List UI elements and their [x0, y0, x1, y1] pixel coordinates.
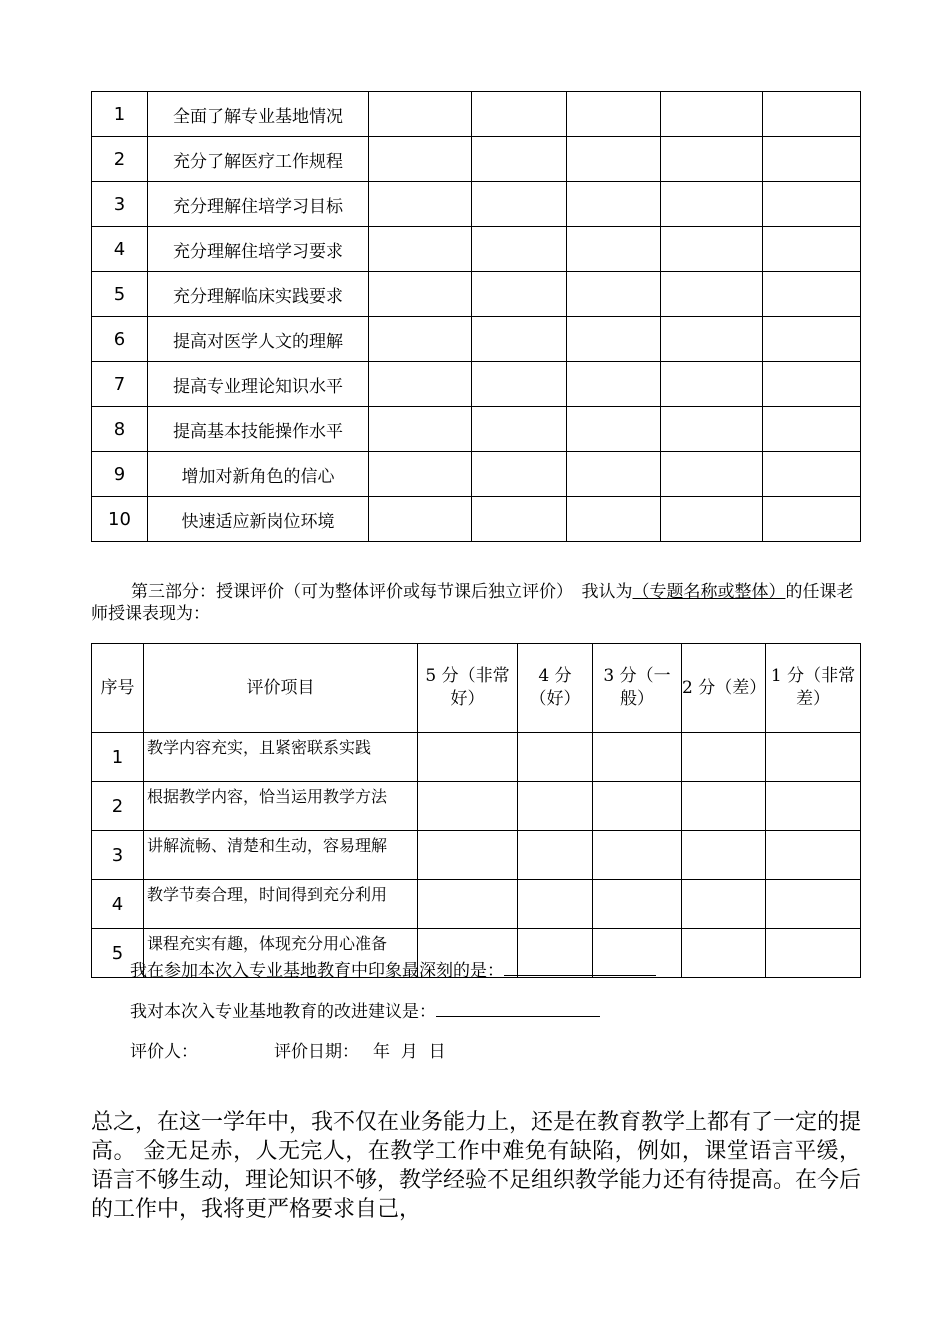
table-row — [92, 92, 861, 137]
evaluator-line — [130, 1041, 446, 1063]
rating-cell[interactable] — [472, 497, 567, 542]
rating-cell[interactable] — [369, 227, 472, 272]
row-number: 7 — [92, 362, 148, 407]
rating-cell[interactable] — [472, 227, 567, 272]
table-row — [92, 407, 861, 452]
impression-question — [130, 959, 656, 982]
table-row — [92, 317, 861, 362]
rating-cell[interactable] — [567, 407, 661, 452]
score-cell[interactable] — [518, 733, 593, 782]
rating-cell[interactable] — [661, 362, 763, 407]
rating-cell[interactable] — [567, 452, 661, 497]
row-item: 增加对新角色的信心 — [148, 452, 369, 497]
row-item: 提高对医学人文的理解 — [148, 317, 369, 362]
rating-cell[interactable] — [369, 92, 472, 137]
rating-cell[interactable] — [763, 362, 861, 407]
score-cell[interactable] — [766, 929, 861, 978]
rating-cell[interactable] — [763, 407, 861, 452]
rating-cell[interactable] — [567, 227, 661, 272]
rating-cell[interactable] — [763, 227, 861, 272]
rating-cell[interactable] — [661, 272, 763, 317]
rating-cell[interactable] — [567, 362, 661, 407]
score-cell[interactable] — [518, 880, 593, 929]
score-cell[interactable] — [418, 733, 518, 782]
rating-cell[interactable] — [472, 452, 567, 497]
rating-cell[interactable] — [472, 272, 567, 317]
rating-cell[interactable] — [567, 137, 661, 182]
rating-cell[interactable] — [567, 182, 661, 227]
row-number: 3 — [92, 182, 148, 227]
score-cell[interactable] — [418, 831, 518, 880]
rating-cell[interactable] — [369, 452, 472, 497]
table-row — [92, 497, 861, 542]
row-number: 10 — [92, 497, 148, 542]
topic-placeholder[interactable]: （专题名称或整体） — [632, 582, 786, 602]
table-row — [92, 733, 861, 782]
row-number: 9 — [92, 452, 148, 497]
row-item: 全面了解专业基地情况 — [148, 92, 369, 137]
score-cell[interactable] — [593, 831, 682, 880]
rating-cell[interactable] — [472, 92, 567, 137]
rating-cell[interactable] — [472, 317, 567, 362]
row-item: 根据教学内容，恰当运用教学方法 — [144, 782, 418, 831]
row-item: 教学节奏合理，时间得到充分利用 — [144, 880, 418, 929]
rating-cell[interactable] — [763, 137, 861, 182]
rating-cell[interactable] — [369, 182, 472, 227]
row-number: 4 — [92, 227, 148, 272]
table-row — [92, 362, 861, 407]
score-cell[interactable] — [682, 831, 766, 880]
teaching-evaluation-table — [91, 643, 861, 978]
rating-cell[interactable] — [763, 92, 861, 137]
score-cell[interactable] — [766, 880, 861, 929]
score-cell[interactable] — [766, 733, 861, 782]
row-item: 课程充实有趣，体现充分用心准备 — [144, 929, 418, 978]
table-row — [92, 782, 861, 831]
rating-cell[interactable] — [763, 272, 861, 317]
date-label: 评价日期： — [274, 1042, 359, 1062]
row-item: 充分了解医疗工作规程 — [148, 137, 369, 182]
row-number: 8 — [92, 407, 148, 452]
date-value: 年 月 日 — [373, 1042, 446, 1062]
suggestion-question — [130, 1000, 600, 1023]
row-number: 1 — [92, 92, 148, 137]
self-assessment-table — [91, 91, 861, 542]
rating-cell[interactable] — [763, 452, 861, 497]
score-cell[interactable] — [682, 782, 766, 831]
row-item: 讲解流畅、清楚和生动，容易理解 — [144, 831, 418, 880]
rating-cell[interactable] — [472, 362, 567, 407]
rating-cell[interactable] — [369, 407, 472, 452]
row-item: 提高基本技能操作水平 — [148, 407, 369, 452]
rating-cell[interactable] — [661, 407, 763, 452]
rating-cell[interactable] — [567, 92, 661, 137]
table-row — [92, 182, 861, 227]
rating-cell[interactable] — [763, 317, 861, 362]
row-number: 2 — [92, 137, 148, 182]
row-number: 5 — [92, 272, 148, 317]
rating-cell[interactable] — [472, 182, 567, 227]
rating-cell[interactable] — [567, 317, 661, 362]
part3-intro-text: 第三部分：授课评价（可为整体评价或每节课后独立评价） 我认为 — [131, 582, 633, 602]
score-cell[interactable] — [682, 880, 766, 929]
score-cell[interactable] — [766, 782, 861, 831]
score-cell[interactable] — [418, 880, 518, 929]
row-item: 提高专业理论知识水平 — [148, 362, 369, 407]
impression-label: 我在参加本次入专业基地教育中印象最深刻的是： — [130, 961, 504, 981]
table-row — [92, 831, 861, 880]
row-item: 充分理解住培学习目标 — [148, 182, 369, 227]
score-cell[interactable] — [518, 831, 593, 880]
score-cell[interactable] — [593, 880, 682, 929]
score-cell[interactable] — [518, 782, 593, 831]
table-row — [92, 880, 861, 929]
rating-cell[interactable] — [369, 497, 472, 542]
row-item: 快速适应新岗位环境 — [148, 497, 369, 542]
header-no: 序号 — [92, 644, 144, 733]
suggestion-answer-field[interactable] — [436, 1000, 600, 1017]
header-score-4: 4 分（好） — [518, 644, 593, 733]
row-number: 3 — [92, 831, 144, 880]
row-number: 5 — [92, 929, 144, 978]
rating-cell[interactable] — [661, 182, 763, 227]
rating-cell[interactable] — [661, 497, 763, 542]
score-cell[interactable] — [593, 733, 682, 782]
header-score-2: 2 分（差） — [682, 644, 766, 733]
score-cell[interactable] — [418, 782, 518, 831]
part3-intro — [91, 581, 860, 625]
rating-cell[interactable] — [661, 317, 763, 362]
rating-cell[interactable] — [567, 272, 661, 317]
rating-cell[interactable] — [661, 92, 763, 137]
part3-suffix: 的任课老师授课表现为： — [91, 582, 854, 624]
row-item: 充分理解临床实践要求 — [148, 272, 369, 317]
score-cell[interactable] — [682, 929, 766, 978]
row-number: 4 — [92, 880, 144, 929]
score-cell[interactable] — [593, 782, 682, 831]
header-score-5: 5 分（非常好） — [418, 644, 518, 733]
rating-cell[interactable] — [369, 317, 472, 362]
summary-paragraph: 总之，在这一学年中，我不仅在业务能力上，还是在教育教学上都有了一定的提高。 金无足赤，人无完人，在教学工作中难免有缺陷，例如，课堂语言平缓，语言不够生动，理论知识不够，教学经验不足组织教学能力还有待提高。在今后的工作中，我将更严格要求自己， — [91, 1110, 862, 1222]
row-item: 教学内容充实，且紧密联系实践 — [144, 733, 418, 782]
rating-cell[interactable] — [763, 182, 861, 227]
row-number: 6 — [92, 317, 148, 362]
evaluator-label: 评价人： — [130, 1042, 198, 1062]
score-cell[interactable] — [766, 831, 861, 880]
suggestion-label: 我对本次入专业基地教育的改进建议是： — [130, 1002, 436, 1022]
rating-cell[interactable] — [369, 362, 472, 407]
table-row — [92, 272, 861, 317]
table-row — [92, 452, 861, 497]
row-number: 2 — [92, 782, 144, 831]
rating-cell[interactable] — [567, 497, 661, 542]
impression-answer-field[interactable] — [504, 959, 656, 976]
score-cell[interactable] — [682, 733, 766, 782]
row-item: 充分理解住培学习要求 — [148, 227, 369, 272]
table-row — [92, 137, 861, 182]
rating-cell[interactable] — [369, 272, 472, 317]
rating-cell[interactable] — [763, 497, 861, 542]
header-score-3: 3 分（一般） — [593, 644, 682, 733]
rating-cell[interactable] — [369, 137, 472, 182]
rating-cell[interactable] — [661, 227, 763, 272]
table-row — [92, 227, 861, 272]
rating-cell[interactable] — [472, 137, 567, 182]
row-number: 1 — [92, 733, 144, 782]
header-item: 评价项目 — [144, 644, 418, 733]
rating-cell[interactable] — [661, 452, 763, 497]
rating-cell[interactable] — [661, 137, 763, 182]
rating-cell[interactable] — [472, 407, 567, 452]
table-header-row — [92, 644, 861, 733]
header-score-1: 1 分（非常差） — [766, 644, 861, 733]
